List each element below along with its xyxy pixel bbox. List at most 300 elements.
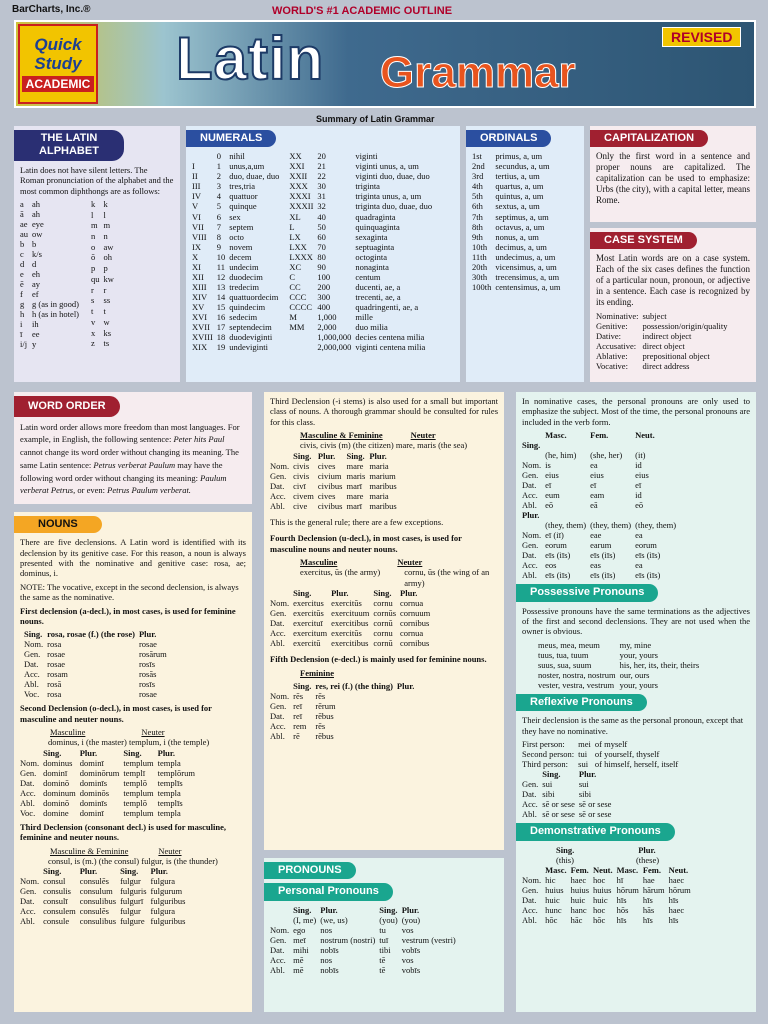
- possessive-row: [538, 640, 703, 650]
- noun-row: [20, 788, 199, 798]
- pronoun-row-cell: vestrum (vestri): [401, 934, 456, 945]
- demonstrative-row-cell: Abl.: [522, 915, 537, 926]
- pronoun-row-cell: nos: [320, 954, 333, 965]
- pronoun-row-cell: mē: [293, 964, 304, 975]
- noun-row-cell: consulibus: [79, 916, 117, 927]
- numeral-row-cell: VI: [192, 211, 201, 222]
- noun-row-cell: Acc.: [270, 720, 286, 731]
- noun-row: [270, 608, 434, 618]
- demonstrative-row-cell: hī: [616, 875, 624, 886]
- pronoun-row-cell: eīs (iīs): [545, 550, 571, 561]
- reflexive-row-cell: sui: [578, 779, 589, 790]
- demonstrative-row-cell: hae: [642, 875, 655, 886]
- demonstrative-row-cell: hoc: [593, 905, 606, 916]
- noun-row-cell: templō: [123, 777, 147, 788]
- noun-row-cell: Nom.: [270, 690, 290, 701]
- nouns-header: NOUNS: [14, 516, 102, 533]
- noun-row-cell: cornuum: [400, 608, 431, 619]
- pronoun-row-cell: eō: [635, 500, 644, 511]
- noun-row-cell: rosae: [138, 689, 157, 700]
- reflexive-row-cell: sē or sese: [578, 809, 612, 820]
- noun-row-cell: consulis: [43, 886, 71, 897]
- noun-row: [20, 748, 199, 758]
- possessive-table: [538, 640, 703, 690]
- noun-row-cell: templa: [157, 807, 181, 818]
- alphabet-row-cell: r: [103, 284, 107, 295]
- demo-these-label: (these): [635, 854, 660, 865]
- case-row-cell: direct object: [642, 341, 685, 352]
- ordinal-row-cell: septimus, a, um: [495, 211, 549, 222]
- numeral-row-cell: unus,a,um: [229, 161, 265, 172]
- numeral-row-cell: XVI: [192, 311, 208, 322]
- noun-row-cell: cornūs: [373, 608, 397, 619]
- numeral-row: [192, 171, 283, 181]
- alphabet-row: [91, 199, 118, 210]
- case-row-cell: indirect object: [642, 331, 692, 342]
- pronoun-row-cell: eī: [590, 480, 597, 491]
- numeral-row-cell: undecim: [229, 261, 259, 272]
- pronoun-row-cell: meī: [293, 934, 306, 945]
- case-system-text: Most Latin words are on a case system. Each of the six cases defines the function of a particular noun, pronoun, or adjective in a sentence. Each case is recognized by its ending.: [596, 253, 750, 308]
- noun-row-cell: rosa, rosae (f.) (the rose): [47, 629, 135, 640]
- third-i-intro: Third Declension (-i stems) is also used for a small but important class of nouns. A thorough grammar should be consulted for rules for this class.: [270, 396, 498, 427]
- alphabet-row-cell: qu: [91, 273, 100, 284]
- alphabet-row-cell: n: [91, 231, 96, 242]
- demonstrative-row-cell: hōrum: [616, 885, 639, 896]
- alphabet-row-cell: t: [103, 306, 106, 317]
- numeral-row: [289, 332, 436, 342]
- numeral-row-cell: 70: [317, 241, 326, 252]
- noun-row-cell: exercitūs: [331, 628, 362, 639]
- pronoun-row-cell: eī: [545, 480, 552, 491]
- noun-row-cell: templa: [157, 757, 181, 768]
- possessive-row-cell: my, mine: [619, 639, 652, 650]
- is-ea-id-table: [522, 430, 680, 580]
- noun-row-cell: Nom.: [24, 639, 44, 650]
- alphabet-row-cell: au: [20, 228, 29, 239]
- ordinal-row: [472, 262, 565, 272]
- numeral-row-cell: 0: [216, 151, 222, 162]
- noun-row-cell: exercitū: [293, 638, 321, 649]
- reflexive-row-cell: of himself, herself, itself: [594, 759, 679, 770]
- numeral-row-cell: 30: [317, 181, 326, 192]
- reflexive-row-cell: Plur.: [578, 769, 597, 780]
- noun-row-cell: fulguris: [120, 886, 147, 897]
- noun-row-cell: dominus: [43, 757, 73, 768]
- pronoun-row: [522, 540, 680, 550]
- numeral-row-cell: viginti: [355, 151, 378, 162]
- numeral-row-cell: quattuordecim: [229, 291, 279, 302]
- possessive-row-cell: his, her, its, their, theirs: [619, 659, 700, 670]
- case-row: [596, 311, 732, 321]
- noun-row-cell: rosae: [47, 649, 66, 660]
- ordinal-row-cell: quintus, a, um: [495, 191, 544, 202]
- pronoun-row-cell: eum: [545, 490, 560, 501]
- pronoun-row-cell: ea: [635, 530, 643, 541]
- pronoun-row-cell: eius: [635, 470, 649, 481]
- pronoun-row: [270, 955, 460, 965]
- pronoun-row: [522, 470, 680, 480]
- demonstrative-row-cell: Dat.: [522, 895, 537, 906]
- pronoun-row: [270, 945, 460, 955]
- pronoun-row-cell: ea: [635, 560, 643, 571]
- noun-row-cell: rosa: [47, 639, 62, 650]
- noun-row-cell: Dat.: [24, 659, 39, 670]
- pronoun-row: [522, 530, 680, 540]
- reflexive-row: [522, 739, 682, 749]
- reflexive-row: [522, 779, 615, 789]
- pronoun-row: [522, 560, 680, 570]
- noun-row-cell: maribus: [369, 500, 397, 511]
- noun-row-cell: rosīs: [138, 679, 155, 690]
- noun-row-cell: Nom.: [20, 757, 40, 768]
- alphabet-row-cell: ih: [32, 319, 39, 330]
- numeral-row: [192, 151, 283, 161]
- demonstrative-row-cell: hōc: [545, 915, 558, 926]
- noun-row-cell: rēs: [315, 690, 326, 701]
- pronoun-row-cell: [545, 440, 590, 450]
- numeral-row-cell: 1: [216, 161, 222, 172]
- numeral-row-cell: 1,000: [317, 311, 337, 322]
- noun-row-cell: Acc.: [20, 787, 36, 798]
- alphabet-panel: [14, 126, 180, 382]
- numeral-row-cell: 13: [216, 281, 226, 292]
- alphabet-row-cell: v: [91, 316, 96, 327]
- case-row: [596, 341, 732, 351]
- alphabet-row-cell: s: [91, 295, 95, 306]
- ordinal-row-cell: 6th: [472, 201, 483, 212]
- noun-row-cell: Sing.: [120, 866, 139, 877]
- pronoun-row-cell: is: [545, 460, 551, 471]
- noun-row-cell: fulgure: [120, 916, 145, 927]
- pronoun-row-cell: Abl.: [522, 570, 537, 581]
- demo-sing-label: Sing.: [556, 844, 575, 855]
- alphabet-row: [91, 338, 118, 349]
- noun-row-cell: marī: [346, 480, 363, 491]
- numeral-row-cell: X: [192, 251, 199, 262]
- alphabet-right-table: [91, 199, 118, 349]
- noun-row-cell: marium: [369, 470, 396, 481]
- demonstrative-row-cell: huius: [570, 885, 590, 896]
- demonstrative-pronouns-header: Demonstrative Pronouns: [516, 823, 675, 840]
- quickstudy-logo: [18, 24, 98, 104]
- pronoun-row-cell: Sing.: [293, 904, 312, 915]
- noun-row: [270, 481, 401, 491]
- demonstrative-row-cell: hunc: [545, 905, 562, 916]
- ordinal-row-cell: 7th: [472, 211, 483, 222]
- noun-row-cell: civis: [293, 470, 310, 481]
- noun-row-cell: Abl.: [20, 797, 35, 808]
- numeral-row-cell: 10: [216, 251, 226, 262]
- noun-row-cell: dominīs: [79, 797, 108, 808]
- noun-row-cell: [20, 866, 43, 876]
- demonstrative-row-cell: [522, 865, 545, 875]
- alphabet-row-cell: k: [103, 198, 108, 209]
- noun-row-cell: cornu: [373, 598, 393, 609]
- alphabet-row-cell: ā: [20, 208, 24, 219]
- numeral-row-cell: viginti duo, duae, duo: [355, 171, 430, 182]
- numeral-row: [192, 302, 283, 312]
- noun-row-cell: civium: [317, 470, 342, 481]
- pronoun-intro: In nominative cases, the personal pronouns are only used to emphasize the subject. Most of the time, the personal pronouns are included in the verb form.: [522, 396, 750, 427]
- pronoun-row-cell: eīs (iīs): [590, 550, 616, 561]
- numeral-row-cell: 60: [317, 231, 326, 242]
- reflexive-row-cell: Abl.: [522, 809, 537, 820]
- numeral-row-cell: sex: [229, 211, 241, 222]
- reflexive-row-cell: Acc.: [522, 799, 538, 810]
- reflexive-row: [522, 769, 615, 779]
- numeral-row-cell: VII: [192, 221, 204, 232]
- ordinal-row-cell: 4th: [472, 181, 483, 192]
- noun-row-cell: templōrum: [157, 767, 195, 778]
- noun-row-cell: cornibus: [400, 638, 430, 649]
- numeral-row-cell: 14: [216, 291, 226, 302]
- pronoun-row: [522, 440, 680, 450]
- noun-row-cell: Acc.: [20, 906, 36, 917]
- numeral-row-cell: XXXII: [289, 201, 314, 212]
- numeral-row-cell: VIII: [192, 231, 207, 242]
- demonstrative-row-cell: Fem.: [570, 865, 589, 876]
- noun-row-cell: exercitūs: [293, 608, 324, 619]
- pronoun-row-cell: ego: [293, 924, 306, 935]
- pronoun-row-cell: Neut.: [635, 430, 655, 441]
- fifth-declension-table: [270, 681, 418, 741]
- alphabet-row-cell: m: [103, 220, 111, 231]
- pronoun-row-cell: Nom.: [522, 460, 542, 471]
- numeral-row-cell: centum: [355, 271, 381, 282]
- possessive-row: [538, 660, 703, 670]
- numeral-row-cell: quadraginta: [355, 211, 396, 222]
- numeral-row-cell: 16: [216, 311, 226, 322]
- numeral-row-cell: XXXI: [289, 191, 311, 202]
- noun-row: [20, 916, 189, 926]
- case-row-cell: subject: [642, 311, 667, 322]
- alphabet-intro: Latin does not have silent letters. The Roman pronunciation of the alphabet and the most common diphthongs are as follows:: [20, 164, 174, 196]
- numeral-row-cell: 2,000: [317, 321, 337, 332]
- numeral-row-cell: quattuor: [229, 191, 258, 202]
- noun-row-cell: fulgurum: [150, 886, 183, 897]
- noun-row-cell: rēbus: [315, 730, 334, 741]
- alphabet-row: [20, 239, 83, 249]
- possessive-text: Possessive pronouns have the same terminations as the adjectives of the first and second declensions. They are not used when the owner is obvious.: [522, 605, 750, 637]
- pronoun-row-cell: (you): [379, 914, 398, 925]
- demonstrative-row-cell: haec: [668, 905, 685, 916]
- ordinals-panel: [466, 126, 584, 382]
- noun-row-cell: Abl.: [270, 730, 285, 741]
- noun-row: [24, 669, 171, 679]
- third-n-label: Neuter: [158, 845, 182, 856]
- numeral-row-cell: octo: [229, 231, 244, 242]
- numerals-table-2: [289, 151, 436, 351]
- noun-row-cell: Acc.: [24, 669, 40, 680]
- numeral-row-cell: 400: [317, 301, 331, 312]
- noun-row: [20, 758, 199, 768]
- ordinal-row-cell: tertius, a, um: [495, 171, 540, 182]
- alphabet-row: [20, 339, 83, 349]
- alphabet-row: [20, 199, 83, 209]
- noun-row-cell: Plur.: [79, 866, 98, 877]
- alphabet-row: [91, 210, 118, 221]
- possessive-row-cell: your, yours: [619, 679, 658, 690]
- noun-row: [24, 629, 171, 639]
- alphabet-row: [91, 252, 118, 263]
- noun-row-cell: consulēs: [79, 876, 109, 887]
- reflexive-row-cell: mei: [578, 739, 591, 749]
- numeral-row-cell: nihil: [229, 151, 245, 162]
- alphabet-row-cell: ts: [103, 338, 110, 349]
- noun-row-cell: rem: [293, 720, 307, 731]
- noun-row-cell: consul: [43, 876, 66, 887]
- noun-row: [20, 906, 189, 916]
- alphabet-row-cell: a: [20, 198, 24, 209]
- third-i-mf-label: Masculine & Feminine: [300, 430, 383, 441]
- numeral-row-cell: 5: [216, 201, 222, 212]
- pronouns-continued-panel: [516, 392, 756, 1012]
- noun-row-cell: Gen.: [270, 608, 287, 619]
- pronouns-header: PRONOUNS: [264, 862, 356, 879]
- demonstrative-row-cell: hīs: [668, 915, 679, 926]
- logo-text-academic: ACADEMIC: [22, 76, 95, 92]
- pronoun-row: [522, 450, 680, 460]
- alphabet-row: [20, 289, 83, 299]
- ordinal-row-cell: 5th: [472, 191, 483, 202]
- alphabet-row-cell: eh: [32, 269, 41, 279]
- pronoun-row: [522, 490, 680, 500]
- pronoun-row-cell: [522, 430, 545, 440]
- alphabet-row-cell: b: [32, 238, 37, 249]
- noun-row-cell: rosam: [47, 669, 68, 680]
- ordinal-row-cell: primus, a, um: [495, 151, 543, 162]
- third-i-sub: civis, civis (m) (the citizen) mare, maris (the sea): [300, 440, 468, 451]
- numeral-row-cell: viginti centena milia: [355, 341, 426, 352]
- noun-row: [270, 461, 401, 471]
- noun-row-cell: dominī: [79, 807, 104, 818]
- numeral-row-cell: septendecim: [229, 321, 272, 332]
- noun-row-cell: Sing.: [373, 588, 392, 599]
- numeral-row-cell: 6: [216, 211, 222, 222]
- numeral-row-cell: triginta: [355, 181, 380, 192]
- demonstrative-row-cell: hīs: [616, 915, 627, 926]
- noun-row-cell: Abl.: [24, 679, 39, 690]
- case-row: [596, 351, 732, 361]
- pronoun-row-cell: Dat.: [522, 550, 537, 561]
- noun-row-cell: dominō: [43, 777, 70, 788]
- noun-row-cell: cornua: [400, 598, 424, 609]
- alphabet-row-cell: p: [103, 263, 108, 274]
- pronoun-row-cell: [522, 450, 545, 460]
- numeral-row: [192, 342, 283, 352]
- pronoun-row-cell: nobīs: [320, 964, 339, 975]
- fourth-m-label: Masculine: [300, 556, 338, 567]
- pronoun-row-cell: vos: [401, 924, 414, 935]
- alphabet-row: [20, 269, 83, 279]
- numeral-row-cell: 40: [317, 211, 326, 222]
- noun-row-cell: rosārum: [138, 649, 167, 660]
- declensions-continued-panel: [264, 392, 504, 850]
- case-row-cell: Vocative:: [596, 361, 628, 372]
- numeral-row-cell: trecenti, ae, a: [355, 291, 401, 302]
- alphabet-row-cell: o: [91, 241, 96, 252]
- numeral-row-cell: CC: [289, 281, 301, 292]
- numeral-row-cell: XL: [289, 211, 301, 222]
- possessive-row: [538, 650, 703, 660]
- noun-row: [270, 588, 434, 598]
- pronoun-row-cell: Plur.: [401, 904, 420, 915]
- noun-row-cell: dominīs: [79, 777, 108, 788]
- pronoun-row-cell: [522, 520, 545, 530]
- numeral-row-cell: 15: [216, 301, 226, 312]
- pronoun-row-cell: eae: [590, 530, 602, 541]
- logo-text-study: Study: [34, 53, 82, 73]
- noun-row-cell: templum: [123, 807, 154, 818]
- pronoun-row-cell: Masc.: [545, 430, 567, 441]
- numeral-row-cell: 7: [216, 221, 222, 232]
- noun-row: [270, 471, 401, 481]
- pronoun-row-cell: Gen.: [522, 540, 539, 551]
- pronoun-row-cell: [590, 440, 635, 450]
- third-declension-table: [20, 866, 189, 926]
- noun-row-cell: Voc.: [24, 689, 40, 700]
- noun-row-cell: Acc.: [270, 628, 286, 639]
- numeral-row-cell: XXI: [289, 161, 305, 172]
- noun-row-cell: reī: [293, 710, 303, 721]
- case-row: [596, 321, 732, 331]
- page-subtitle: Summary of Latin Grammar: [316, 114, 435, 124]
- noun-row-cell: Dat.: [20, 777, 35, 788]
- numeral-row: [192, 252, 283, 262]
- first-declension-table: [24, 629, 171, 699]
- noun-row-cell: [270, 451, 293, 461]
- alphabet-row-cell: i: [20, 319, 23, 330]
- alphabet-row: [91, 231, 118, 242]
- numeral-row: [192, 222, 283, 232]
- noun-row-cell: fulguribus: [150, 896, 186, 907]
- reflexive-row-cell: of yourself, thyself: [594, 749, 660, 760]
- alphabet-row-cell: d: [32, 258, 37, 269]
- alphabet-row-cell: aw: [103, 241, 114, 252]
- noun-row-cell: consulem: [43, 906, 76, 917]
- numeral-row-cell: septem: [229, 221, 254, 232]
- numeral-row: [192, 282, 283, 292]
- pronoun-row-cell: earum: [590, 540, 612, 551]
- numeral-row-cell: novem: [229, 241, 253, 252]
- noun-row-cell: maris: [346, 470, 366, 481]
- fourth-declension-intro: Fourth Declension (u-decl.), in most cases, is used for masculine nouns and neuter nouns.: [270, 533, 462, 554]
- reflexive-row-cell: sibi: [578, 789, 592, 800]
- reflexive-row-cell: Gen.: [522, 779, 539, 790]
- noun-row-cell: Plur.: [138, 629, 157, 640]
- alphabet-row: [91, 274, 118, 285]
- pronoun-row-cell: Abl.: [522, 500, 537, 511]
- numeral-row: [192, 181, 283, 191]
- noun-row-cell: fulgur: [120, 906, 141, 917]
- tagline: WORLD'S #1 ACADEMIC OUTLINE: [272, 5, 453, 17]
- numeral-row-cell: XIII: [192, 281, 207, 292]
- pronoun-row-cell: [545, 510, 590, 520]
- numeral-row: [289, 151, 436, 161]
- noun-row-cell: templī: [123, 767, 146, 778]
- word-order-text-1: Latin word order allows more freedom than most languages. For example, in English, the following sentence:: [20, 421, 240, 445]
- ordinal-row-cell: 3rd: [472, 171, 484, 182]
- ordinals-table: [472, 151, 565, 291]
- noun-row-cell: Gen.: [20, 886, 37, 897]
- possessive-row-cell: vester, vestra, vestrum: [538, 679, 615, 690]
- noun-row-cell: dominō: [43, 797, 70, 808]
- word-order-text-3: may have the following word order without changing its meaning:: [20, 459, 223, 483]
- noun-row-cell: rosae: [138, 639, 157, 650]
- numeral-row: [192, 212, 283, 222]
- noun-row-cell: res, rei (f.) (the thing): [315, 680, 393, 691]
